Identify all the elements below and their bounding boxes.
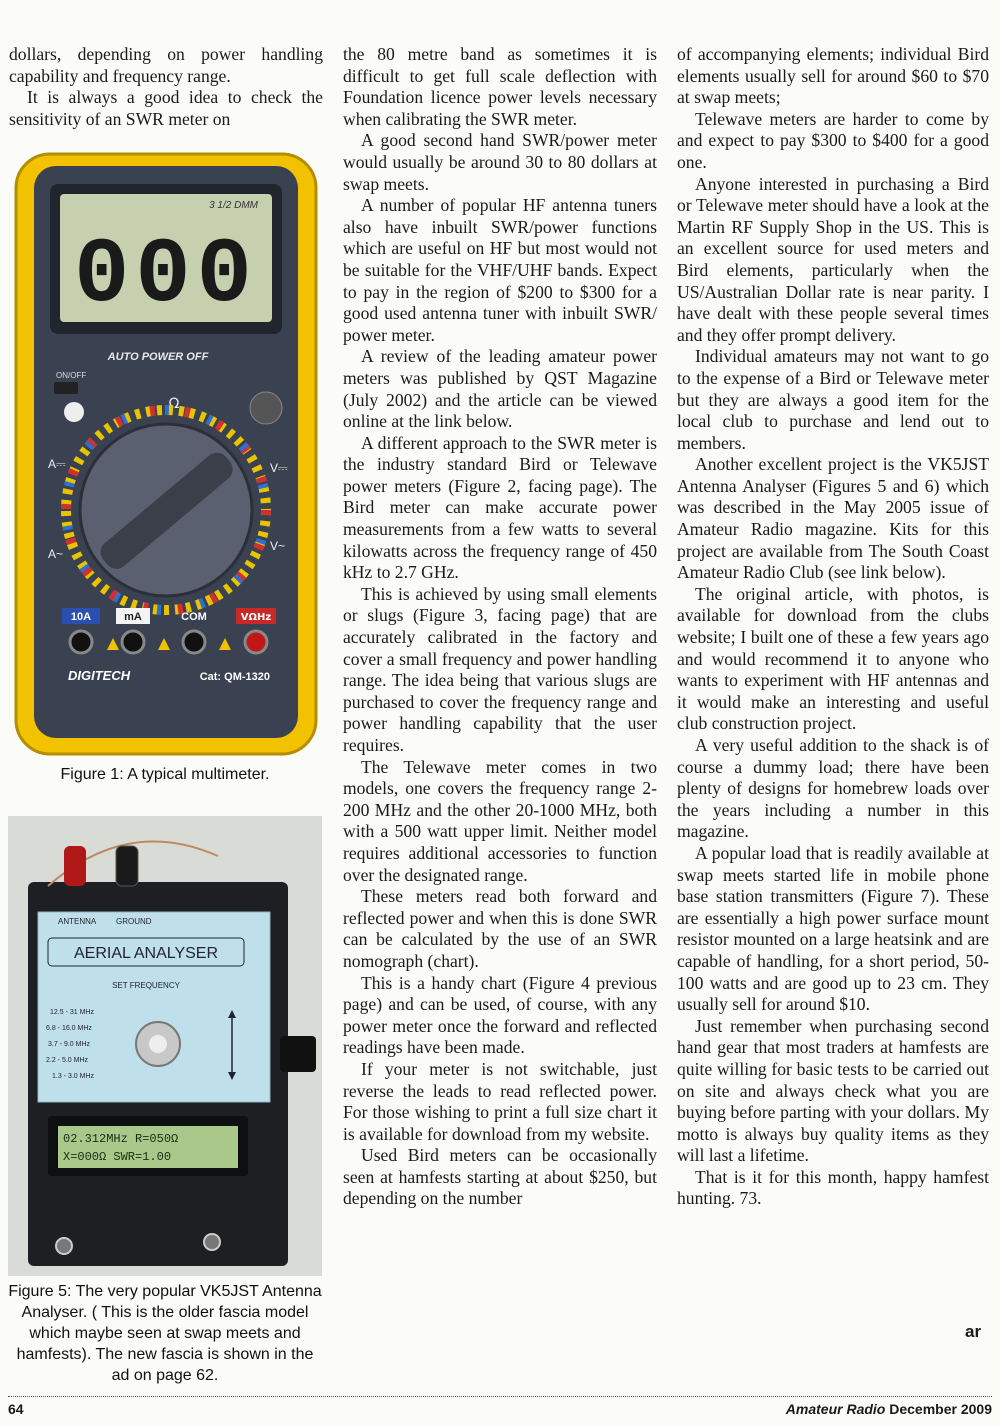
band-label: 6.8 - 16.0 MHz xyxy=(46,1025,92,1032)
figure-1-caption: Figure 1: A typical multimeter. xyxy=(60,766,270,783)
antenna-terminal xyxy=(64,846,86,886)
hold-button xyxy=(64,402,84,422)
dmm-label: 3 1/2 DMM xyxy=(209,200,258,211)
end-mark: ar xyxy=(965,1322,982,1341)
figure-5-caption: Figure 5: The very popular VK5JST Antenna Analyser. ( This is the older fascia model which maybe seen at swap meets and hamfests). The new fascia is shown in the ad on page 62. xyxy=(8,1283,322,1384)
figure-5-aerial-analyser xyxy=(8,816,322,1276)
paragraph: A review of the leading amateur power meters was published by QST Magazine (July 2002) and the article can be viewed online at the link below. xyxy=(343,346,657,432)
paragraph: the 80 metre band as sometimes it is difficult to get full scale deflection with Foundation licence power levels necessary when calibrating the SWR meter. xyxy=(343,44,657,129)
transistor-socket xyxy=(250,392,282,424)
paragraph: This is achieved by using small elements or slugs (Figure 3, facing page) that are accurately calibrated in the factory and cover a small frequency and power handling range. The idea being that various slugs are purchased to cover the frequency range and power handling capability that the user requires. xyxy=(343,583,657,755)
svg-text:V⎓: V⎓ xyxy=(270,461,288,475)
paragraph: Just remember when purchasing second hand gear that most traders at hamfests are quite willing for basic tests to be carried out on site and always check what you are buying before parting with your dollars. My motto is always buy quality items as they will last a lifetime. xyxy=(677,1015,989,1166)
paragraph: Another excellent project is the VK5JST Antenna Analyser (Figures 5 and 6) which was described in the May 2005 issue of Amateur Radio magazine. Kits for this project are available from The South Coast Amateur Radio Club (see link below). xyxy=(677,454,989,583)
text-column-2 xyxy=(343,44,657,1210)
paragraph: Anyone interested in purchasing a Bird or Telewave meter should have a look at the Martin RF Supply Shop in the US. This is an excellent source for used meters and Bird elements, particularly when the US/Australian Dollar rate is near parity. I have dealt with these people several times and they offer prompt delivery. xyxy=(677,173,989,345)
side-connector xyxy=(280,1036,316,1072)
paragraph: These meters read both forward and reflected power and when this is done SWR can be calculated by the use of an SWR nomograph (chart). xyxy=(343,886,657,971)
brand-logo: DIGITECH xyxy=(68,668,131,683)
text-column-3 xyxy=(677,44,989,1210)
ohm-symbol: Ω xyxy=(168,396,180,412)
jack-com xyxy=(183,631,205,653)
page-number: 64 xyxy=(8,1401,24,1417)
svg-text:10A: 10A xyxy=(70,611,92,623)
magazine-name: Amateur Radio xyxy=(785,1401,886,1417)
paragraph: A popular load that is readily available at swap meets started life in mobile phone base station transmitters (Figure 7). These are essentially a high power surface mount resistor mounted on a large heatsink and are capable of handling, for a short period, 50-100 watts and are good up to 23 cm. They usually sell for around $10. xyxy=(677,842,989,1015)
set-frequency-label: SET FREQUENCY xyxy=(112,981,180,990)
analyser-title: AERIAL ANALYSER xyxy=(73,945,219,962)
text-column-1 xyxy=(9,44,323,130)
ground-terminal xyxy=(116,846,138,886)
svg-text:V~: V~ xyxy=(270,539,286,553)
model-number: Cat: QM-1320 xyxy=(199,671,270,683)
mounting-screw xyxy=(56,1238,72,1254)
band-label: 1.3 - 3.0 MHz xyxy=(52,1073,95,1080)
lcd-line-1: 02.312MHz R=050Ω xyxy=(63,1132,179,1146)
paragraph: This is a handy chart (Figure 4 previous page) and can be used, of course, with any power meter once the forward and reflected readings have been made. xyxy=(343,972,657,1058)
svg-text:mA: mA xyxy=(124,611,142,623)
paragraph: Individual amateurs may not want to go to the expense of a Bird or Telewave meter but they are always a good item for the local club to purchase and lend out to members. xyxy=(677,346,989,453)
terminal-com-label: COM xyxy=(181,611,207,623)
paragraph: dollars, depending on power handling capability and frequency range. xyxy=(9,44,323,86)
paragraph: The Telewave meter comes in two models, one covers the frequency range 2-200 MHz and the other 20-1000 MHz, both with a 500 watt upper limit. Neither model requires additional accessories to function over the designated range. xyxy=(343,756,657,885)
issue-date: December 2009 xyxy=(889,1401,992,1417)
power-switch xyxy=(54,382,78,394)
paragraph: A different approach to the SWR meter is the industry standard Bird or Telewave power meters (Figure 2, facing page). The Bird meter can make accurate power measurements from a few watts to several kilowatts across the frequency range of 450 kHz to 2.7 GHz. xyxy=(343,432,657,583)
jack-v xyxy=(245,631,267,653)
paragraph: If your meter is not switchable, just reverse the leads to read reflected power. For those wishing to print a full size chart it is available for download from my website. xyxy=(343,1058,657,1144)
lcd-line-2: X=000Ω SWR=1.00 xyxy=(63,1150,172,1164)
figure-1-multimeter xyxy=(8,150,324,760)
paragraph: of accompanying elements; individual Bird elements usually sell for around $60 to $70 at swap meets; xyxy=(677,44,989,108)
band-label: 2.2 - 5.0 MHz xyxy=(46,1057,89,1064)
jack-10a xyxy=(70,631,92,653)
lcd-reading: 000 xyxy=(74,223,258,328)
paragraph: It is always a good idea to check the sensitivity of an SWR meter on xyxy=(9,87,323,129)
paragraph: That is it for this month, happy hamfest hunting. 73. xyxy=(677,1166,989,1209)
auto-power-off-label: AUTO POWER OFF xyxy=(107,351,209,363)
band-label: 12.5 - 31 MHz xyxy=(50,1009,94,1016)
svg-text:A⎓: A⎓ xyxy=(48,457,66,471)
band-label: 3.7 - 9.0 MHz xyxy=(48,1041,91,1048)
svg-text:A~: A~ xyxy=(48,547,64,561)
svg-text:VΩHz: VΩHz xyxy=(240,612,272,623)
ground-label: GROUND xyxy=(116,917,152,926)
antenna-label: ANTENNA xyxy=(58,917,97,926)
paragraph: The original article, with photos, is available for download from the clubs website; I built one of these a few years ago and would recommend it to anyone who wants to experiment with HF antennas and it would make an interesting and useful club construction project. xyxy=(677,583,989,734)
mounting-screw xyxy=(204,1234,220,1250)
footer-rule xyxy=(8,1396,992,1397)
paragraph: A very useful addition to the shack is of course a dummy load; there have been plenty of designs for homebrew loads over the years including a number in this magazine. xyxy=(677,735,989,842)
paragraph: A good second hand SWR/power meter would usually be around 30 to 80 dollars at swap meets. xyxy=(343,130,657,194)
paragraph: A number of popular HF antenna tuners also have inbuilt SWR/power functions which are useful on HF but most would not be suitable for the VHF/UHF bands. Expect to pay in the region of $200 to $300 for a good used antenna tuner with inbuilt SWR/ power meter. xyxy=(343,195,657,345)
paragraph: Telewave meters are harder to come by and expect to pay $300 to $400 for a good one. xyxy=(677,108,989,172)
jack-ma xyxy=(122,631,144,653)
footer-publication xyxy=(786,1401,992,1417)
paragraph: Used Bird meters can be occasionally seen at hamfests starting at about $250, but depending on the number xyxy=(343,1145,657,1209)
on-off-label: ON/OFF xyxy=(56,371,87,380)
